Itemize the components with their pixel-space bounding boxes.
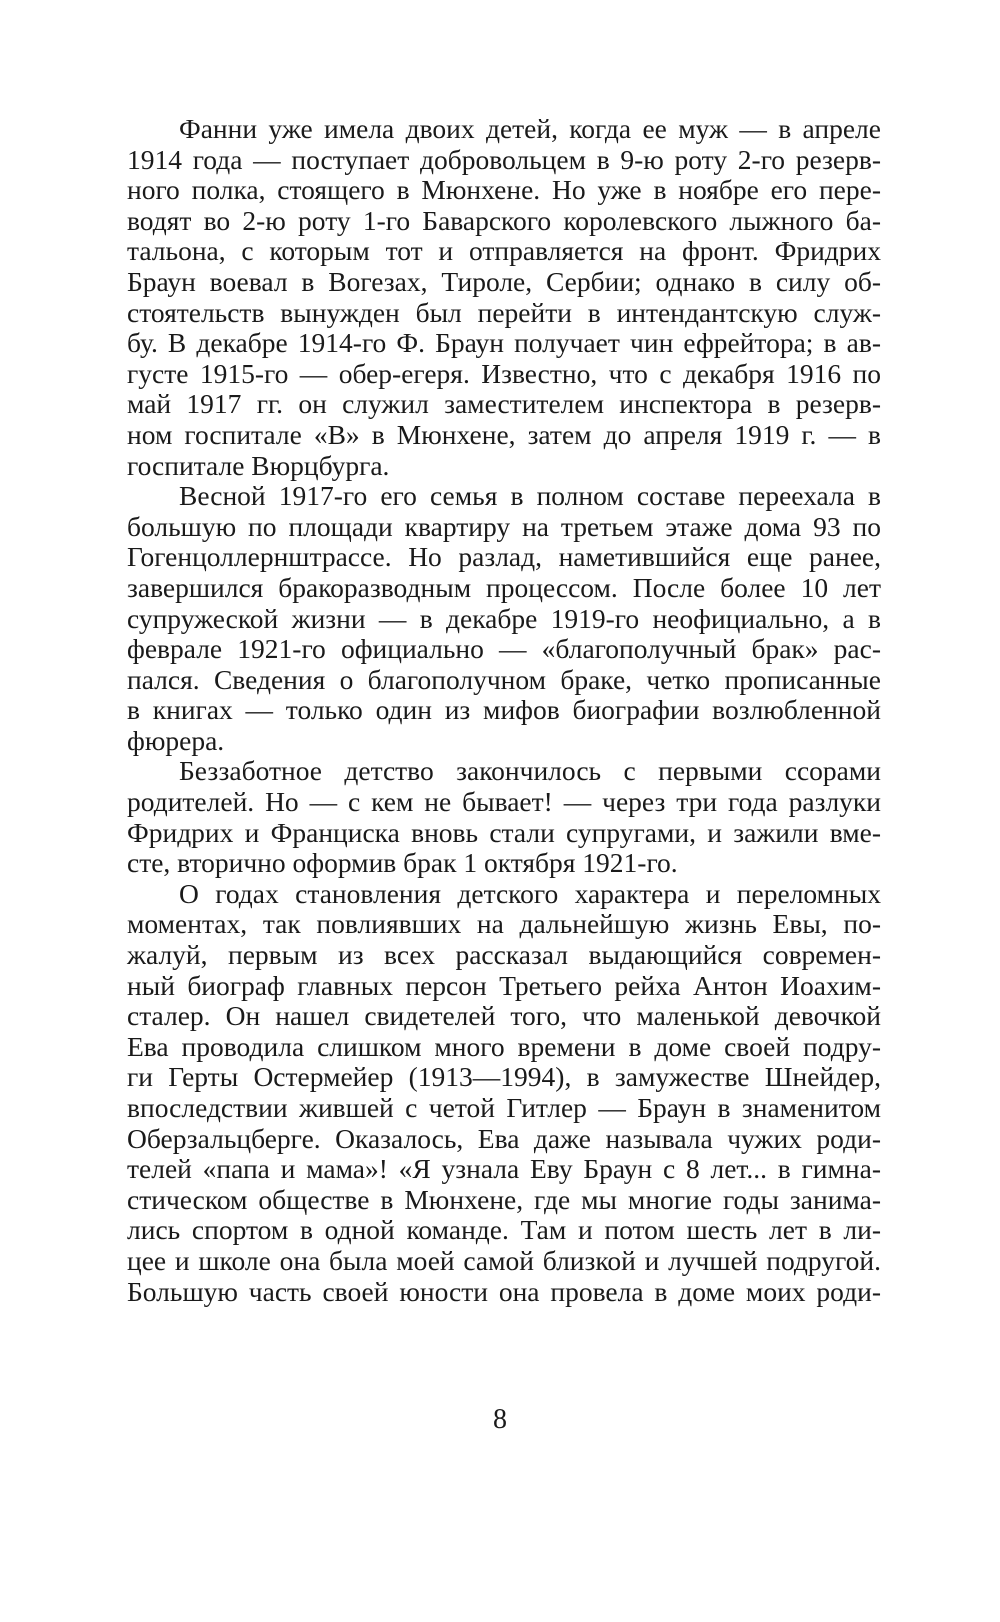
text-line: Гогенцоллернштрассе. Но разлад, наметившийся еще ранее, [127,541,881,573]
text-line: 1914 года — поступает добровольцем в 9-ю роту 2-го резерв- [127,143,881,175]
text-line: Беззаботное детство закончилось с первыми ссорами [179,755,881,787]
page-number: 8 [493,1404,507,1435]
text-line: бу. В декабре 1914-го Ф. Браун получает чин ефрейтора; в ав- [127,327,881,359]
text-line: цее и школе она была моей самой близкой и лучшей подругой. [127,1244,881,1276]
text-line: Ева проводила слишком много времени в доме своей подру- [127,1030,881,1062]
text-line: жалуй, первым из всех рассказал выдающийся современ- [127,939,881,971]
text-line: пался. Сведения о благополучном браке, четко прописанные [127,663,881,695]
text-line: Фанни уже имела двоих детей, когда ее муж — в апреле [179,113,881,144]
text-line: ного полка, стоящего в Мюнхене. Но уже в ноябре его пере- [127,174,881,206]
text-line: ный биограф главных персон Третьего рейха Антон Иоахим- [127,969,881,1001]
text-line: супружеской жизни — в декабре 1919-го неофициально, а в [127,602,881,634]
paragraph-2 [127,481,881,756]
text-line: впоследствии жившей с четой Гитлер — Браун в знаменитом [127,1092,881,1123]
text-line: моментах, так повлиявших на дальнейшую жизнь Евы, по- [127,908,881,940]
text-line: сте, вторично оформив брак 1 октября 1921-го. [127,847,678,879]
text-line: О годах становления детского характера и переломных [179,877,881,909]
text-line: Большую часть своей юности она провела в доме моих роди- [127,1275,881,1307]
text-line: большую по площади квартиру на третьем этаже дома 93 по [127,510,881,542]
text-line: госпитале Вюрцбурга. [127,449,390,481]
text-line: феврале 1921-го официально — «благополучный брак» рас- [127,633,881,665]
paragraph-3 [127,756,881,878]
text-line: водят во 2-ю роту 1-го Баварского королевского лыжного ба- [127,204,881,236]
paragraph-1 [127,114,881,481]
text-line: фюрера. [127,724,225,756]
text-line: май 1917 гг. он служил заместителем инспектора в резерв- [127,388,881,420]
text-line: родителей. Но — с кем не бывает! — через три года разлуки [127,786,881,818]
text-line: Оберзальцберге. Оказалось, Ева даже называла чужих роди- [127,1122,881,1154]
paragraph-4 [127,879,881,1307]
text-line: ном госпитале «В» в Мюнхене, затем до апреля 1919 г. — в [127,418,881,450]
text-line: Браун воевал в Вогезах, Тироле, Сербии; однако в силу об- [127,265,881,297]
text-line: тальона, с которым тот и отправляется на фронт. Фридрих [127,235,881,267]
text-line: в книгах — только один из мифов биографии возлюбленной [127,694,881,726]
text-line: завершился бракоразводным процессом. После более 10 лет [127,571,881,603]
book-page-text [127,114,881,1307]
text-line: густе 1915-го — обер-егеря. Известно, что с декабря 1916 по [127,357,881,389]
text-line: лись спортом в одной команде. Там и потом шесть лет в ли- [127,1214,881,1246]
text-line: Фридрих и Франциска вновь стали супругами, и зажили вме- [127,816,881,848]
text-line: Весной 1917-го его семья в полном составе переехала в [179,480,881,512]
text-line: ги Герты Остермейер (1913—1994), в замужестве Шнейдер, [127,1061,881,1093]
text-line: стоятельств вынужден был перейти в интендантскую служ- [127,296,881,328]
text-line: телей «папа и мама»! «Я узнала Еву Браун с 8 лет... в гимна- [127,1153,881,1185]
text-line: сталер. Он нашел свидетелей того, что маленькой девочкой [127,1000,881,1032]
text-line: стическом обществе в Мюнхене, где мы многие годы занима- [127,1183,881,1215]
